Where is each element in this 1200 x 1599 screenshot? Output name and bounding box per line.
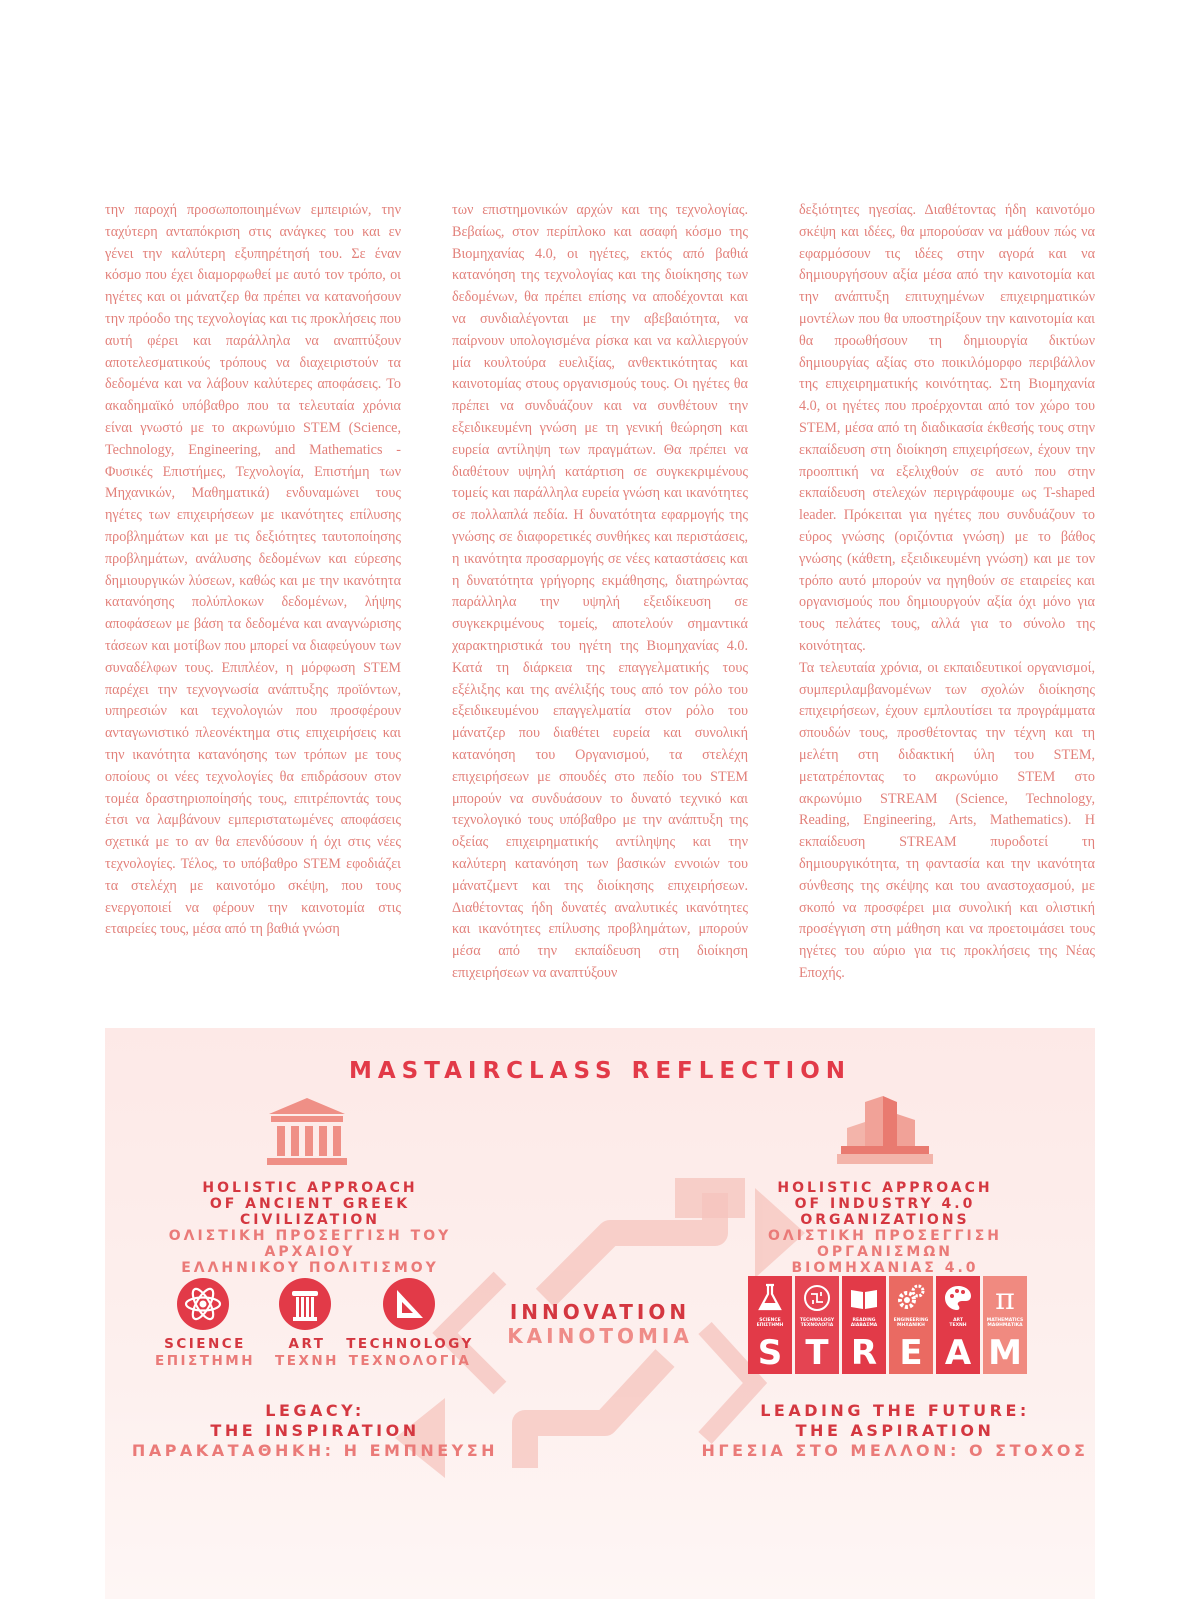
future-line-1: LEADING THE FUTURE: [760, 1401, 1030, 1420]
flask-icon [754, 1282, 786, 1314]
chip-brain-icon [801, 1282, 833, 1314]
stream-r-cap-en: READING [852, 1318, 876, 1323]
stream-t-cap-gr: ΤΕΧΝΟΛΟΓΙΑ [800, 1323, 834, 1328]
stream-tile-e [889, 1276, 933, 1374]
stream-r-cap-gr: ΔΙΑΒΑΣΜΑ [850, 1323, 878, 1328]
legacy-greek: ΠΑΡΑΚΑΤΑΘΗΚΗ: Η ΕΜΠΝΕΥΣΗ [131, 1441, 499, 1460]
column-3-text-a: δεξιότητες ηγεσίας. Διαθέτοντας ήδη καινοτόμο σκέψη και ιδέες, θα μπορούσαν να μάθουν πώς να εφαρμόσουν τις ιδέες στην αγορά και να δημιουργήσουν αξία μέσα από την καινοτομία και την ανάπτυξη επιτυχημένων επιχειρηματικών μοντέλων που θα υποστηρίξουν την καινοτομία και θα προωθήσουν τη δημιουργία δικτύων δημιουργίας αξίας στο ποικιλόμορφο περιβάλλον της επιχειρηματικής κοινότητας. Στη Βιομηχανία 4.0, οι ηγέτες που προέρχονται από τον χώρο του STEM, μέσα από τη διαδικασία έκθεσής τους στην εκπαίδευση στη διοίκηση επιχειρήσεων, έχουν την προοπτική να εξελιχθούν σε αυτό που στην εκπαίδευση στελεχών περιγράφουμε ως T-shaped leader. Πρόκειται για ηγέτες που συνδυάζουν το εύρος γνώσης (οριζόντια γνώση) με το βάθος γνώσης (κάθετη, εξειδικευμένη γνώση) και με τον τρόπο αυτό μπορούν να ηγηθούν σε εταιρείες και οργανισμούς που δημιουργούν αξία όχι μόνο για τους πελάτες τους, αλλά για το σύνολο της κοινότητας. [799, 202, 1095, 654]
future-caption [695, 1401, 1095, 1461]
right-heading-en-1: HOLISTIC APPROACH [777, 1180, 993, 1196]
future-greek: ΗΓΕΣΙΑ ΣΤΟ ΜΕΛΛΟΝ: Ο ΣΤΟΧΟΣ [701, 1441, 1089, 1460]
pillar-science-en: SCIENCE [164, 1336, 246, 1352]
atom-icon [177, 1278, 229, 1330]
stream-tile-m [983, 1276, 1027, 1374]
svg-text:π: π [995, 1282, 1015, 1314]
pillar-technology-en: TECHNOLOGY [346, 1336, 474, 1352]
stream-letter-m: M [983, 1332, 1027, 1374]
pillar-science-label [150, 1336, 260, 1370]
innovation-label [500, 1300, 700, 1348]
legacy-line-1: LEGACY: [265, 1401, 365, 1420]
stream-letter-a: A [936, 1332, 980, 1374]
left-heading-en-1: HOLISTIC APPROACH [202, 1180, 418, 1196]
right-heading-gr-2: ΒΙΟΜΗΧΑΝΙΑΣ 4.0 [791, 1260, 979, 1276]
set-square-icon [383, 1278, 435, 1330]
article-column-3 [799, 200, 1095, 985]
left-heading-gr-1: ΟΛΙΣΤΙΚΗ ΠΡΟΣΕΓΓΙΣΗ ΤΟΥ ΑΡΧΑΙΟΥ [168, 1228, 452, 1260]
future-line-2: THE ASPIRATION [795, 1421, 995, 1440]
stream-letter-e: E [889, 1332, 933, 1374]
left-heading [145, 1180, 475, 1276]
article-column-1 [105, 200, 401, 985]
pi-icon [989, 1282, 1021, 1314]
pillar-art-gr: ΤΕΧΝΗ [275, 1353, 339, 1369]
pillar-art-en: ART [288, 1336, 326, 1352]
pillar-science-gr: ΕΠΙΣΤΗΜΗ [154, 1353, 255, 1369]
right-heading [715, 1180, 1055, 1276]
pillar-art-label [255, 1336, 359, 1370]
stream-tile-s [748, 1276, 792, 1374]
column-icon [279, 1278, 331, 1330]
stream-tile-a [936, 1276, 980, 1374]
stream-letter-t: T [795, 1332, 839, 1374]
panel-title: MASTAIRCLASS REFLECTION [348, 1058, 852, 1084]
stream-tile-r [842, 1276, 886, 1374]
legacy-line-2: THE INSPIRATION [210, 1421, 420, 1440]
article-column-2 [452, 200, 748, 985]
greek-temple-icon [265, 1096, 349, 1168]
pillar-technology-label [345, 1336, 475, 1370]
legacy-caption [125, 1401, 505, 1461]
stream-a-cap-gr: ΤΕΧΝΗ [949, 1323, 967, 1328]
innovation-en: INNOVATION [509, 1300, 691, 1324]
gears-icon [895, 1282, 927, 1314]
article-columns [105, 200, 1095, 985]
stream-a-cap-en: ART [953, 1318, 963, 1323]
stream-e-cap-gr: ΜΗΧΑΝΙΚΗ [897, 1323, 925, 1328]
pillar-technology-gr: ΤΕΧΝΟΛΟΓΙΑ [348, 1353, 472, 1369]
column-1-text: την παροχή προσωποποιημένων εμπειριών, την ταχύτερη ανταπόκριση στις ανάγκες του και εν γένει την καλύτερη εξυπηρέτησή του. Σε έναν κόσμο που έχει διαμορφωθεί με αυτό τον τρόπο, οι ηγέτες και οι μάνατζερ θα πρέπει να κατανοήσουν την πρόοδο της τεχνολογίας και τις προκλήσεις που αυτή φέρει και παράλληλα να αναπτύξουν αποτελεσματικούς τρόπους να διαχειριστούν τα δεδομένα και να λάβουν καλύτερες αποφάσεις. Το ακαδημαϊκό υπόβαθρο που τα τελευταία χρόνια είναι γνωστό με το ακρωνύμιο STEM (Science, Technology, Engineering, and Mathematics - Φυσικές Επιστήμες, Τεχνολογία, Επιστήμη των Μηχανικών, Μαθηματικά) ενδυναμώνει τους ηγέτες των επιχειρήσεων με ικανότητες επίλυσης προβλημάτων και με τις δεξιότητες ταυτοποίησης προβλημάτων, ανάλυσης δεδομένων και εύρεσης δημιουργικών λύσεων, καθώς και με την ικανότητα κατανόησης πολύπλοκων δεδομένων, λήψης αποφάσεων με βάση τα δεδομένα και αναγνώρισης τάσεων και μοτίβων που μπορεί να διαφεύγουν των συναδέλφων τους. Επιπλέον, η μόρφωση STEM παρέχει την τεχνογνωσία ανάπτυξης προϊόντων, υπηρεσιών και τεχνολογιών που προσφέρουν ανταγωνιστικό πλεονέκτημα στις επιχειρήσεις και την ικανότητα κατανόησης των τρόπων με τους οποίους οι νέες τεχνολογίες θα επιδράσουν στον τομέα δραστηριοποίησής τους, επιτρέποντάς τους έτσι να λαμβάνουν εμπεριστατωμένες αποφάσεις σχετικά με το αν θα επενδύσουν ή όχι στις νέες τεχνολογίες. Τέλος, το υπόβαθρο STEM εφοδιάζει τα στελέχη με καινοτόμο σκέψη, που τους ενεργοποιεί να φέρουν την καινοτομία στις εταιρείες τους, μέσα από τη βαθιά γνώση [105, 202, 401, 938]
stream-tile-t [795, 1276, 839, 1374]
stream-s-cap-gr: ΕΠΙΣΤΗΜΗ [756, 1323, 784, 1328]
left-heading-en-2: OF ANCIENT GREEK CIVILIZATION [209, 1196, 411, 1228]
right-heading-en-2: OF INDUSTRY 4.0 ORGANIZATIONS [794, 1196, 976, 1228]
left-heading-gr-2: ΕΛΛΗΝΙΚΟΥ ΠΟΛΙΤΙΣΜΟΥ [181, 1260, 439, 1276]
book-icon [848, 1282, 880, 1314]
innovation-gr: ΚΑΙΝΟΤΟΜΙΑ [507, 1324, 693, 1348]
stream-e-cap-en: ENGINEERING [893, 1318, 929, 1323]
stream-s-cap-en: SCIENCE [759, 1318, 781, 1323]
right-heading-gr-1: ΟΛΙΣΤΙΚΗ ΠΡΟΣΕΓΓΙΣΗ ΟΡΓΑΝΙΣΜΩΝ [767, 1228, 1003, 1260]
stream-letter-r: R [842, 1332, 886, 1374]
palette-icon [942, 1282, 974, 1314]
stream-t-cap-en: TECHNOLOGY [799, 1318, 835, 1323]
factory-icon [835, 1094, 935, 1168]
stream-acronym [748, 1276, 1028, 1374]
stream-m-cap-gr: ΜΑΘΗΜΑΤΙΚΑ [987, 1323, 1023, 1328]
mastairclass-infographic [105, 1028, 1095, 1599]
stream-letter-s: S [748, 1332, 792, 1374]
column-3-text-b: Τα τελευταία χρόνια, οι εκπαιδευτικοί οργανισμοί, συμπεριλαμβανομένων των σχολών διοίκησης επιχειρήσεων, έχουν εμπλουτίσει τα προγράμματα σπουδών τους, προσθέτοντας την τέχνη και τη μελέτη στη διδακτική ύλη του STEM, μετατρέποντας το ακρωνύμιο STEM στο ακρωνύμιο STREAM (Science, Technology, Reading, Engineering, Arts, Mathematics). Η εκπαίδευση STREAM πυροδοτεί τη δημιουργικότητα, τη φαντασία και την ικανότητα σύνθεσης της σκέψης και του αναστοχασμού, με σκοπό να προσφέρει μια συνολική και ολιστική προσέγγιση στη μάθηση και να προετοιμάσει τους ηγέτες του αύριο για τις προκλήσεις της Νέας Εποχής. [799, 659, 1095, 981]
column-2-text: των επιστημονικών αρχών και της τεχνολογίας. Βεβαίως, στον περίπλοκο και ασαφή κόσμο της Βιομηχανίας 4.0, οι ηγέτες, εκτός από βαθιά κατανόηση της τεχνολογίας και της διοίκησης των δεδομένων, θα πρέπει επίσης να αποδέχονται και να συνδιαλέγονται με την αβεβαιότητα, να παίρνουν υπολογισμένα ρίσκα και να καλλιεργούν μία κουλτούρα ευελιξίας, ανθεκτικότητας και καινοτομίας στους οργανισμούς τους. Οι ηγέτες θα πρέπει να συνδυάζουν και να συνθέτουν την εξειδικευμένη γνώση με τη γενική θεώρηση και ευρεία αντίληψη των πραγμάτων. Θα πρέπει να διαθέτουν υψηλή κατάρτιση σε συγκεκριμένους τομείς και παράλληλα ευρεία γνώση και ικανότητες σε πολλαπλά πεδία. Η δυνατότητα εφαρμογής της γνώσης σε διαφορετικές συνθήκες και περιστάσεις, η ικανότητα προσαρμογής σε νέες καταστάσεις και η δυνατότητα γρήγορης εκμάθησης, διατηρώντας παράλληλα την υψηλή εξειδίκευση σε συγκεκριμένους τομείς, αποτελούν σημαντικά χαρακτηριστικά του ηγέτη της Βιομηχανίας 4.0. Κατά τη διάρκεια της επαγγελματικής τους εξέλιξης και της ανέλιξής τους από τον ρόλο του εξειδικευμένου επαγγελματία στον ρόλο του μάνατζερ που διαθέτει ευρεία και συνολική κατανόηση του Οργανισμού, τα στελέχη επιχειρήσεων με σπουδές στο πεδίο του STEM μπορούν να συνδυάσουν το δυνατό τεχνικό και τεχνολογικό τους υπόβαθρο με την ανάπτυξη της οξείας επιχειρηματικής αντίληψης και την καλύτερη κατανόηση των βασικών εννοιών του μάνατζμεντ και της διοίκησης επιχειρήσεων. Διαθέτοντας ήδη δυνατές αναλυτικές ικανότητες και ικανότητες επίλυσης προβλημάτων, μπορούν μέσα από την εκπαίδευση στη διοίκηση επιχειρήσεων να αναπτύξουν [452, 202, 748, 981]
stream-m-cap-en: MATHEMATICS [986, 1318, 1024, 1323]
